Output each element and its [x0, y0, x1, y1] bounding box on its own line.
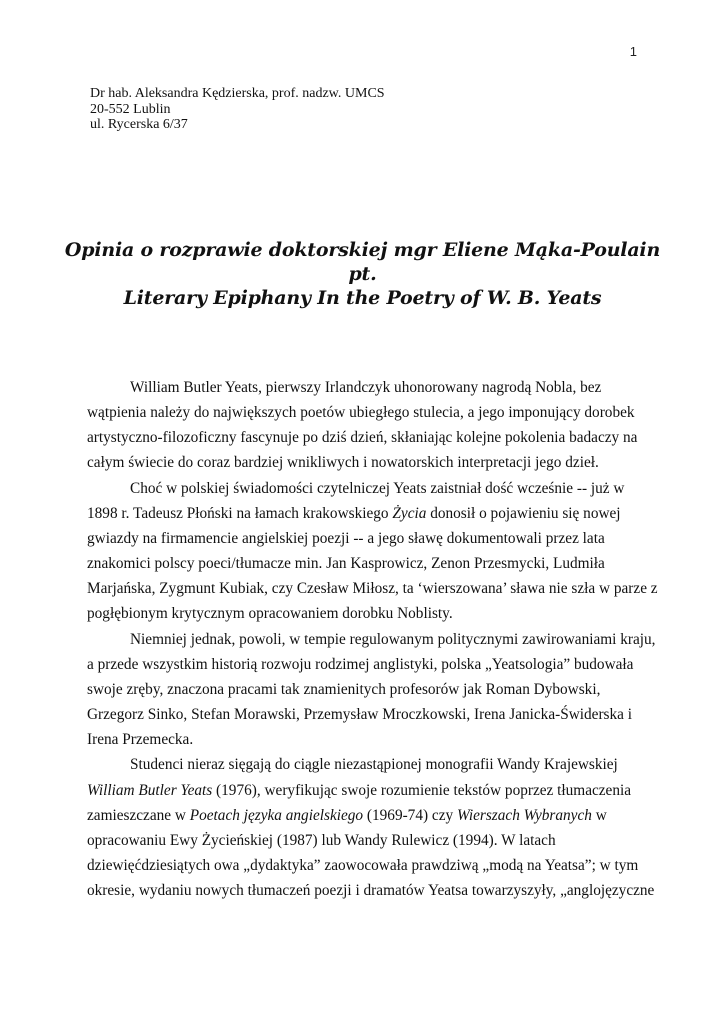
- body-text-span: (1976), weryfikując swoje rozumienie tekstów poprzez tłumaczenia: [212, 781, 632, 799]
- body-line: Grzegorz Sinko, Stefan Morawski, Przemysław Mroczkowski, Irena Janicka-Świderska i: [87, 706, 633, 724]
- body-line: [87, 778, 639, 803]
- body-line: opracowaniu Ewy Życieńskiej (1987) lub Wandy Rulewicz (1994). W latach: [87, 831, 556, 849]
- body-line: pogłębionym krytycznym opracowaniem dorobku Noblisty.: [87, 605, 453, 623]
- body-line: [87, 501, 639, 526]
- document-title: [60, 238, 665, 310]
- italic-title: Wierszach Wybranych: [456, 806, 592, 824]
- body-line: gwiazdy na firmamencie angielskiej poezji -- a jego sławę dokumentowali przez lata: [87, 529, 605, 547]
- body-text-span: w: [591, 806, 607, 824]
- italic-title: Życia: [392, 504, 427, 522]
- address-line-street: ul. Rycerska 6/37: [90, 117, 188, 132]
- address-line-postal: 20-552 Lublin: [90, 101, 171, 117]
- body-line: William Butler Yeats, pierwszy Irlandczyk uhonorowany nagrodą Nobla, bez: [130, 379, 602, 396]
- body-line: dziewięćdziesiątych owa „dydaktyka” zaowocowała prawdziwą „modą na Yeatsa”; w tym: [87, 856, 639, 874]
- body-line: wątpienia należy do największych poetów ubiegłego stulecia, a jego imponujący dorobek: [87, 404, 635, 422]
- body-line: [87, 803, 639, 828]
- body-text-span: zamieszczane w: [87, 806, 190, 824]
- body-line: okresie, wydaniu nowych tłumaczeń poezji i dramatów Yeatsa towarzyszyły, „anglojęzyczne: [87, 882, 655, 900]
- body-line: artystyczno-filozoficzny fascynuje po dziś dzień, skłaniając kolejne pokolenia badaczy na: [87, 429, 638, 447]
- body-line: swoje zręby, znaczona pracami tak znamienitych profesorów jak Roman Dybowski,: [87, 680, 601, 698]
- title-line-1: Opinia o rozprawie doktorskiej mgr Eliene Mąka-Poulain: [64, 239, 661, 261]
- body-text: [87, 375, 658, 903]
- italic-title: William Butler Yeats: [87, 781, 213, 799]
- body-text-span: (1969-74) czy: [363, 806, 457, 824]
- body-line: Marjańska, Zygmunt Kubiak, czy Czesław Miłosz, ta ‘wierszowana’ sława nie szła w parze z: [87, 580, 658, 598]
- address-line-name: Dr hab. Aleksandra Kędzierska, prof. nadzw. UMCS: [90, 86, 385, 101]
- body-line: Studenci nieraz sięgają do ciągle niezastąpionej monografii Wandy Krajewskiej: [130, 756, 618, 774]
- body-line: Niemniej jednak, powoli, w tempie regulowanym politycznymi zawirowaniami kraju,: [130, 630, 656, 648]
- body-line: a przede wszystkim historią rozwoju rodzimej anglistyki, polska „Yeatsologia” budowała: [87, 655, 634, 673]
- body-line: Choć w polskiej świadomości czytelniczej Yeats zaistniał dość wcześnie -- już w: [130, 479, 625, 497]
- body-line: Irena Przemecka.: [87, 731, 194, 749]
- page-number: 1: [629, 44, 637, 59]
- body-line: znakomici polscy poeci/tłumacze min. Jan Kasprowicz, Zenon Przesmycki, Ludmiła: [87, 555, 605, 573]
- title-line-3: Literary Epiphany In the Poetry of W. B. Yeats: [123, 287, 602, 309]
- italic-title: Poetach języka angielskiego: [189, 806, 364, 824]
- title-line-2: pt.: [348, 263, 377, 285]
- body-text-span: donosił o pojawieniu się nowej: [426, 504, 621, 522]
- body-text-span: 1898 r. Tadeusz Płoński na łamach krakowskiego: [87, 504, 393, 522]
- body-line: całym świecie do coraz bardziej wnikliwych i nowatorskich interpretacji jego dzieł.: [87, 454, 599, 472]
- sender-address: [90, 86, 385, 133]
